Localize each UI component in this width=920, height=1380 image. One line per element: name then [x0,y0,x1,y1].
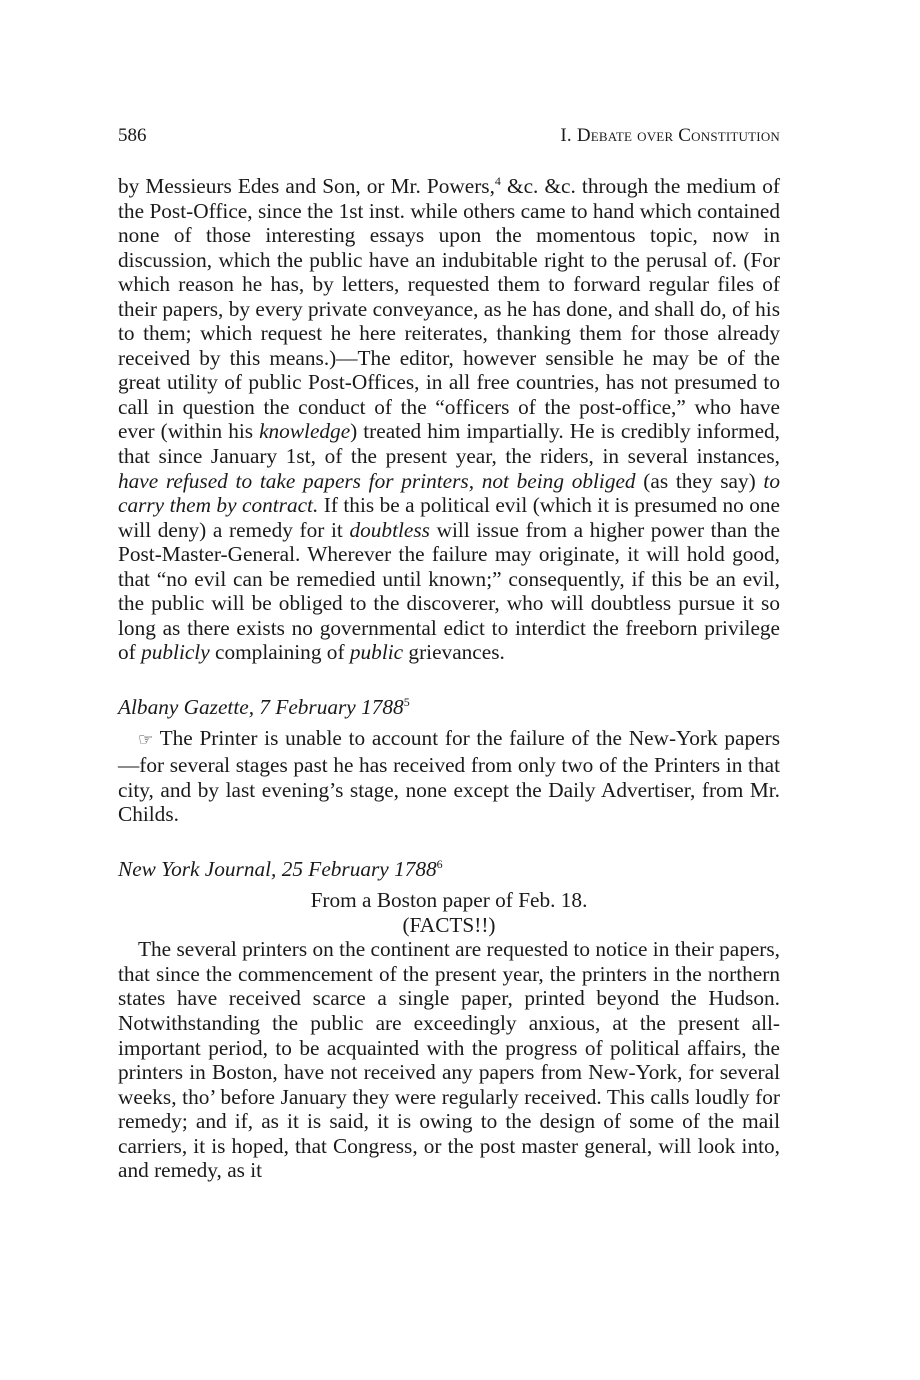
section-heading-albany-gazette [118,695,780,720]
text-run: &c. &c. through the medium of the Post-Office, since the 1st inst. while others came to hand which contained none of those interesting essays upon the momentous topic, now in discussion, which the public have an indubitable right to the perusal of. (For which reason he has, by letters, requested them to forward regular files of their papers, by every private conveyance, as he has done, and shall do, of his to them; which request he here reiterates, thanking them for those already received by this means.)—The editor, however sensible he may be of the great utility of public Post-Offices, in all free countries, has not presumed to call in question the conduct of the “officers of the post-office,” who have ever (within his [118,174,781,444]
section-heading-new-york-journal [118,857,780,882]
text-run: will issue from a higher power than the Post-Master-General. Wherever the failure may originate, it will hold good, that “no evil can be remedied until known;” consequently, if this be an evil, the public will be obliged to the discoverer, who will doubtless pursue it so long as there exists no governmental edict to interdict the freeborn privilege of [118,517,781,665]
running-title: I. Debate over Constitution [560,125,780,146]
italic-run: knowledge [259,419,351,444]
heading-text: New York Journal, 25 February 1788 [118,856,437,881]
paragraph-new-york-journal: The several printers on the continent are requested to notice in their papers, that since the commencement of the present year, the printers in the northern states have received scarce a single paper, printed beyond the Hudson. Notwithstanding the public are exceedingly anxious, at the present all-important period, to be acquainted with the progress of political affairs, the printers in Boston, have not received any papers from New-York, for several weeks, tho’ before January they were regularly received. This calls loudly for remedy; and if, as it is said, it is owing to the design of some of the mail carriers, it is hoped, that Congress, or the post master general, will look into, and remedy, as it [118,937,780,1183]
italic-run: to carry them by contract. [118,468,780,518]
italic-run: doubtless [349,517,430,542]
text-run: complaining of [209,640,350,665]
italic-run: publicly [141,640,210,665]
pointing-hand-icon: ☞ [138,730,154,751]
text-run: The Printer is unable to account for the failure of the New-York papers—for several stages past he has received from only two of the Printers in that city, and by last evening’s stage, none except the Daily Advertiser, from Mr. Childs. [118,726,780,827]
text-run: by Messieurs Edes and Son, or Mr. Powers, [118,174,495,198]
text-run: ) treated him impartially. He is credibly informed, that since January 1st, of the present year, the riders, in several instances, [118,419,781,469]
footnote-ref-5: 5 [403,694,410,709]
page-number: 586 [118,125,147,146]
text-run: grievances. [403,640,505,665]
footnote-ref-6: 6 [436,856,443,871]
heading-text: Albany Gazette, 7 February 1788 [118,694,404,719]
italic-run: have refused to take papers for printers, not being obliged [118,468,636,493]
footnote-ref-4: 4 [494,174,501,188]
text-run: (as they say) [635,468,764,493]
body-text [118,174,780,1183]
centered-line-boston-paper: From a Boston paper of Feb. 18. [310,888,588,913]
italic-run: public [349,640,404,665]
paragraph-continued [118,174,780,665]
centered-line-facts: (FACTS!!) [402,912,496,937]
paragraph-albany-gazette [118,726,780,826]
text-run: If this be a political evil (which it is presumed no one will deny) a remedy for it [118,493,780,542]
